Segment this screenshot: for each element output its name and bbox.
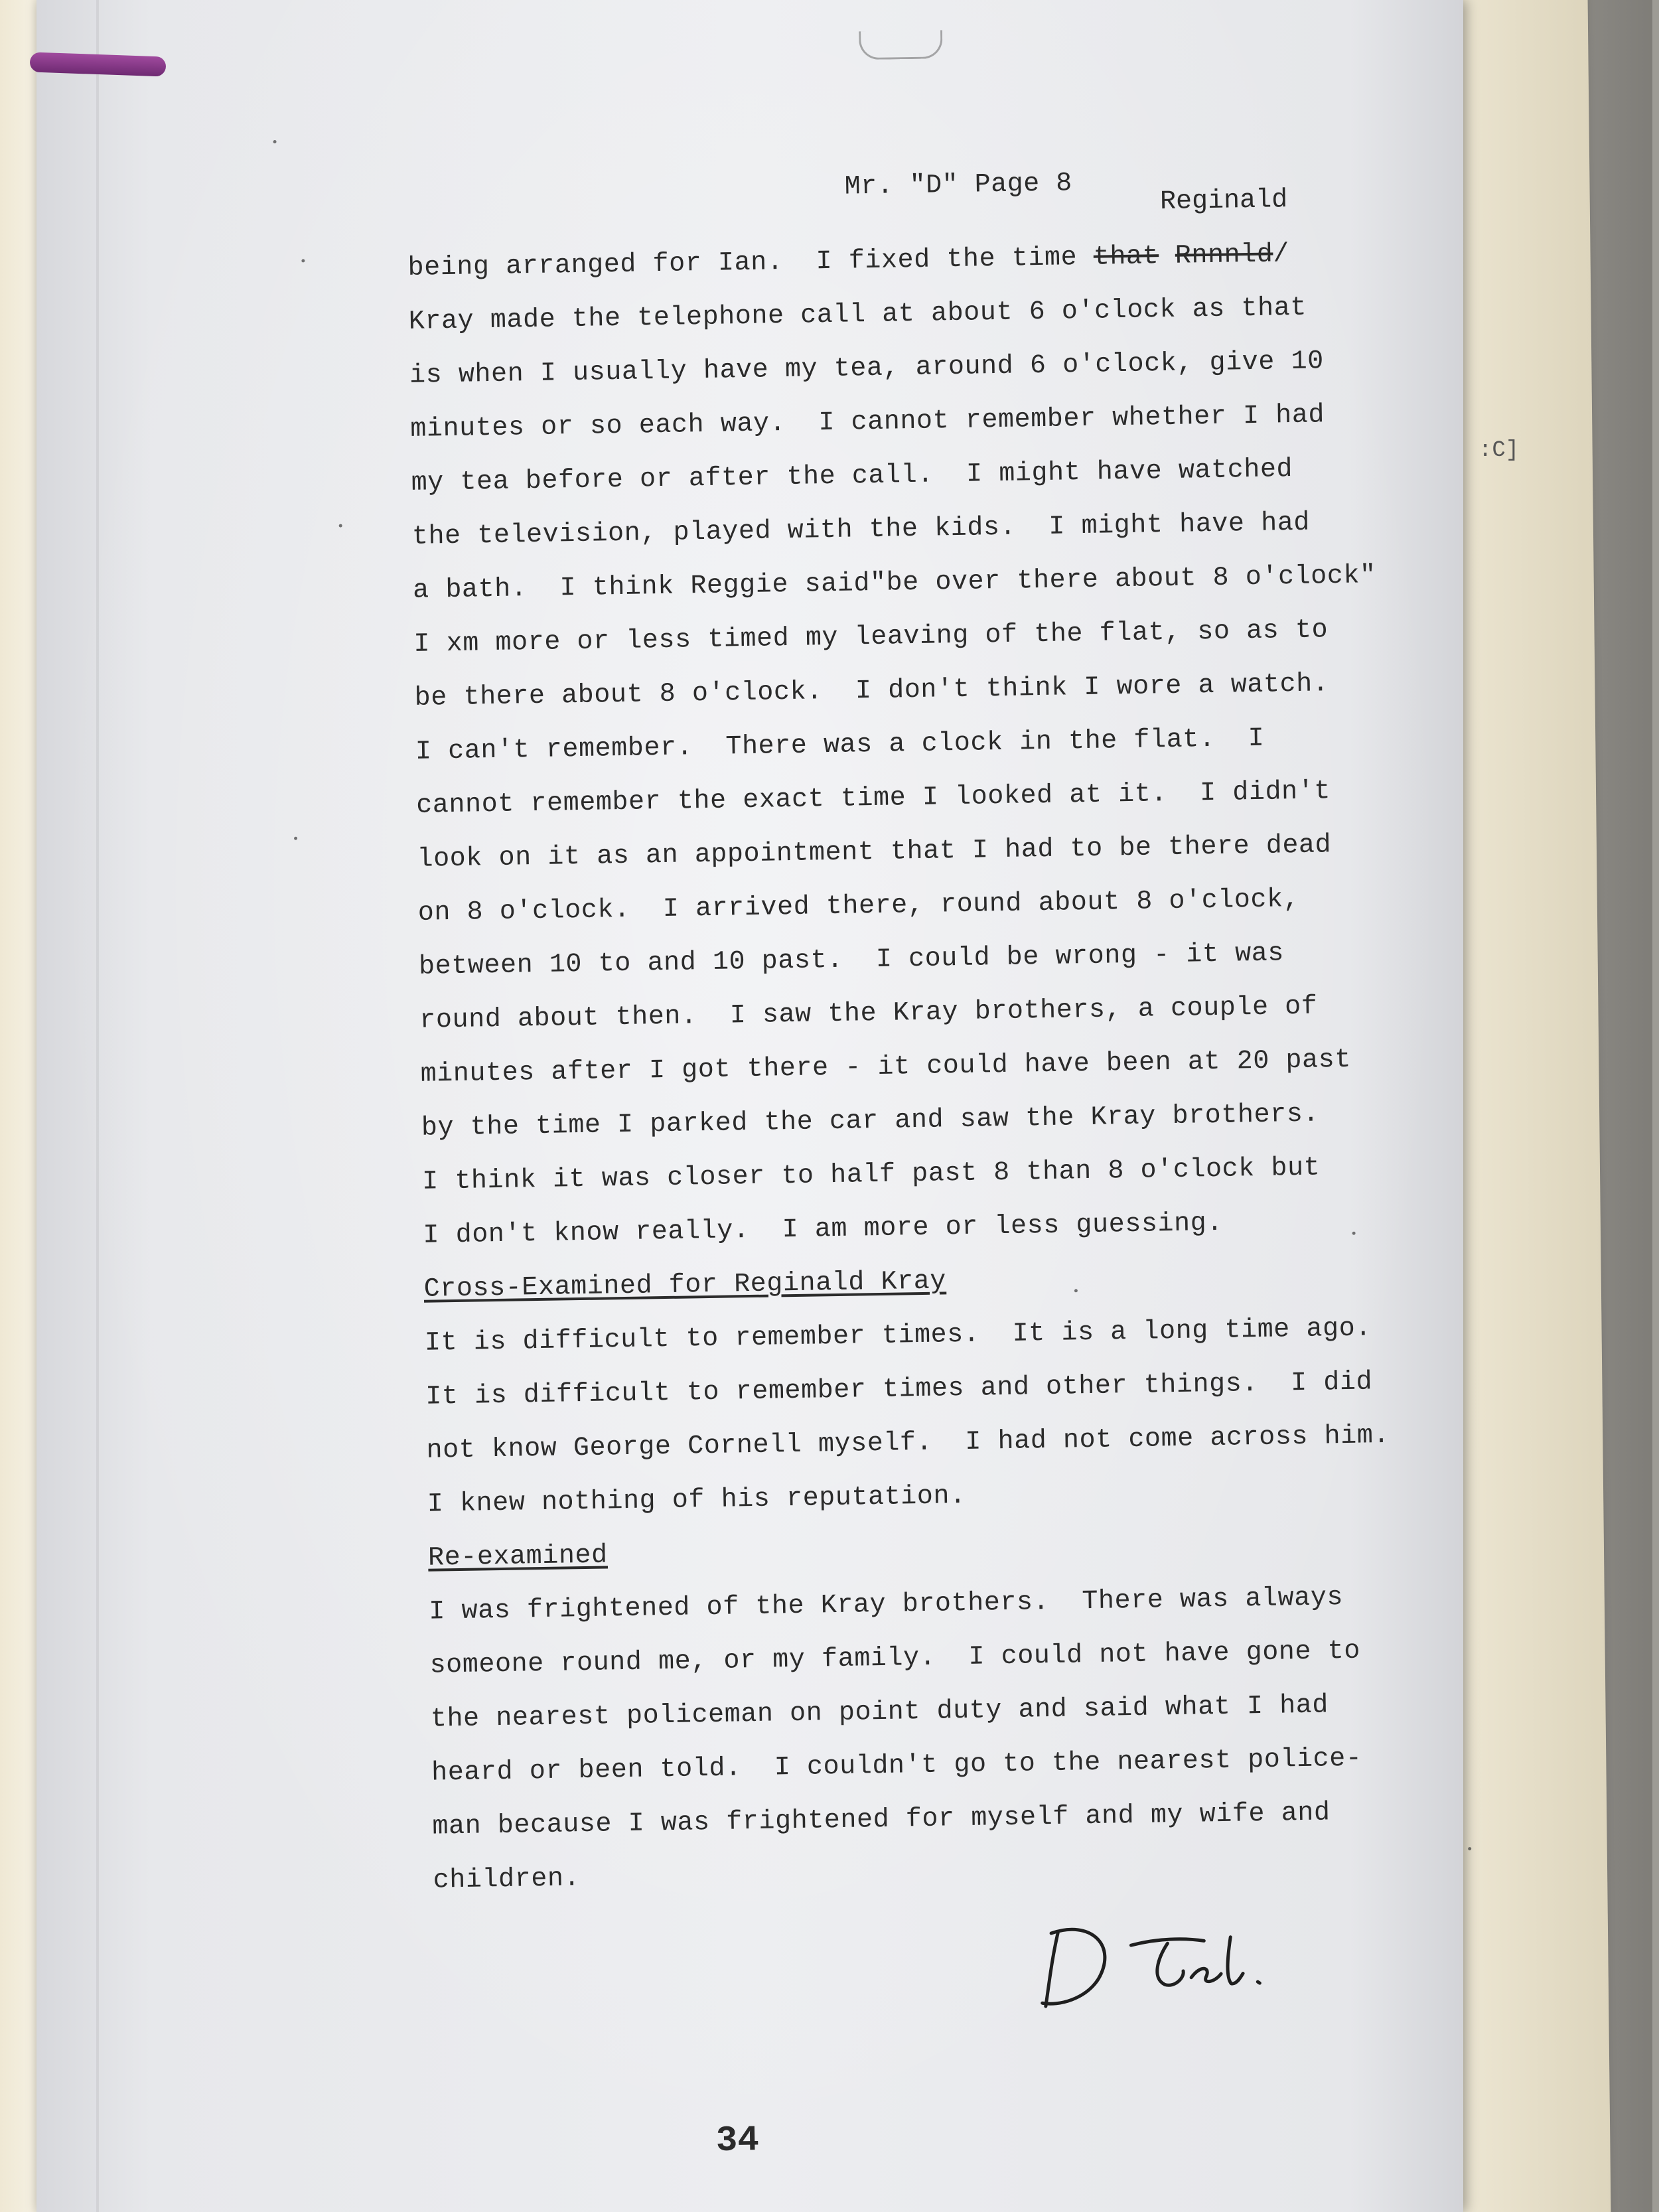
page-header: Mr. "D" Page 8 [844,169,1073,202]
ink-speck [1468,1847,1471,1850]
ink-speck [294,837,297,840]
text-line: It is difficult to remember times. It is a long time ago. [424,1313,1372,1359]
ink-speck [301,259,305,262]
margin-mark: :C] [1479,438,1520,463]
page-number: 34 [715,2120,760,2162]
handwritten-signature [1031,1909,1298,2020]
text-line: round about then. I saw the Kray brothers, a couple of [419,992,1318,1036]
ink-speck [273,140,277,143]
punch-notch [859,30,943,60]
ink-speck [1074,1289,1078,1292]
text-line: someone round me, or my family. I could not have gone to [429,1636,1361,1681]
ink-speck [339,524,342,528]
text-line: the nearest policeman on point duty and said what I had [430,1690,1329,1735]
text-line: children. [433,1864,581,1896]
text-line: on 8 o'clock. I arrived there, round about 8 o'clock, [417,884,1300,928]
text-line: my tea before or after the call. I might have watched [411,455,1293,498]
text-line: minutes after I got there - it could have been at 20 past [420,1045,1352,1090]
re-examined-heading: Re-examined [427,1540,609,1574]
text-line: I xm more or less timed my leaving of the flat, so as to [413,615,1329,660]
text-line: being arranged for Ian. I fixed the time that Rnnnld/ [407,240,1290,283]
text-line: be there about 8 o'clock. I don't think I wore a watch. [414,669,1329,713]
text-line: I was frightened of the Kray brothers. There was always [429,1583,1344,1627]
text-line: by the time I parked the car and saw the Kray brothers. [421,1099,1320,1143]
text-line: cannot remember the exact time I looked at it. I didn't [415,776,1331,821]
text-line: the television, played with the kids. I might have had [411,508,1311,552]
text-line: man because I was frightened for myself and my wife and [432,1798,1331,1842]
cross-examined-heading: Cross-Examined for Reginald Kray [423,1266,947,1305]
text-line: Kray made the telephone call at about 6 o'clock as that [408,293,1307,337]
text-line: I think it was closer to half past 8 than 8 o'clock but [421,1153,1321,1197]
statement-body [407,225,1469,1907]
text-line: I knew nothing of his reputation. [427,1481,967,1520]
typed-statement-page [36,0,1463,2212]
text-line: not know George Cornell myself. I had not come across him. [426,1420,1390,1466]
text-line: look on it as an appointment that I had to be there dead [417,830,1332,875]
text-line: is when I usually have my tea, around 6 o'clock, give 10 [409,346,1325,391]
text-line: It is difficult to remember times and other things. I did [425,1367,1373,1412]
ink-speck [1352,1232,1356,1235]
text-line: I don't know really. I am more or less guessing. [423,1208,1224,1251]
struck-word: that [1093,242,1159,273]
text-line: between 10 to and 10 past. I could be wrong - it was [418,938,1285,982]
text-line: a bath. I think Reggie said"be over there about 8 o'clock" [412,561,1377,606]
page-content [19,0,1480,2212]
text-line: minutes or so each way. I cannot remember whether I had [410,400,1325,445]
text-line: heard or been told. I couldn't go to the nearest police- [431,1743,1362,1789]
inserted-word: Reginald [1159,185,1288,218]
struck-word: Rnnnld [1175,240,1273,271]
text-line: I can't remember. There was a clock in the flat. I [415,723,1265,767]
